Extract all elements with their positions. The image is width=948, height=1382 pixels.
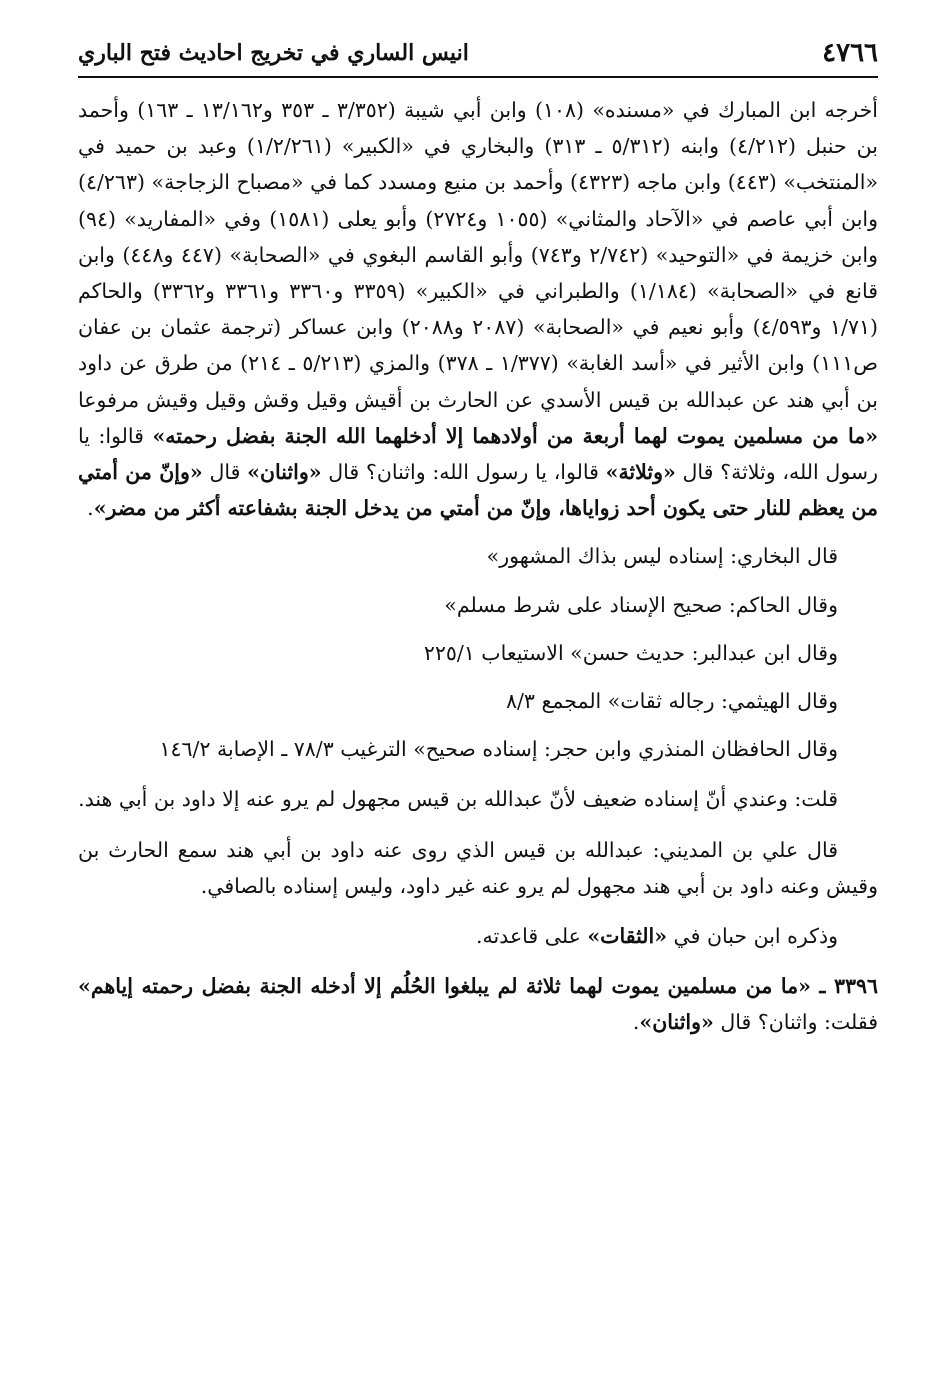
sentence-end: . — [632, 1010, 640, 1035]
book-title: «الثقات» — [587, 924, 668, 949]
running-title: انيس الساري في تخريج احاديث فتح الباري — [78, 40, 469, 66]
narration-text: قالوا، يا رسول الله: واثنان؟ قال — [321, 460, 606, 485]
narration-text: قال — [202, 460, 248, 485]
opinion-haythami: وقال الهيثمي: رجاله ثقات» المجمع ٨/٣ — [506, 689, 838, 714]
takhrij-text: أخرجه ابن المبارك في «مسنده» (١٠٨) وابن أبي شيبة (٣/٣٥٢ ـ ٣٥٣ و١٣/١٦٢ ـ ١٦٣) وأحمد بن حنبل (٤/٢١٢) وابنه (٥/٣١٢ ـ ٣١٣) والبخاري في «الكبير» (١/٢/٢٦١) وعبد بن حميد في «المنتخب» (٤٤٣) وابن ماجه (٤٣٢٣) وأحمد بن منيع ومسدد كما في «مصباح الزجاجة» (٤/٢٦٣) وابن أبي عاصم في «الآحاد والمثاني» (١٠٥٥ و٢٧٢٤) وأبو يعلى (١٥٨١) وفي «المفاريد» (٩٤) وابن خزيمة في «التوحيد» (٢/٧٤٢ و٧٤٣) وأبو القاسم البغوي في «الصحابة» (٤٤٧ و٤٤٨) وابن قانع في «الصحابة» (١/١٨٤) والطبراني في «الكبير» (٣٣٥٩ و٣٣٦٠ و٣٣٦١ و٣٣٦٢) والحاكم (١/٧١ و٤/٥٩٣) وأبو نعيم في «الصحابة» (٢٠٨٧ و٢٠٨٨) وابن عساكر (ترجمة عثمان بن عفان ص١١١) وابن الأثير في «أسد الغابة» (١/٣٧٧ ـ ٣٧٨) والمزي (٥/٢١٣ ـ ٢١٤) من طرق عن داود بن أبي هند عن عبدالله بن قيس الأسدي عن الحارث بن أقيش وقيل وقش وقيل وقيش مرفوعا — [78, 98, 879, 412]
ibn-hibban-text-end: على قاعدته. — [475, 924, 588, 949]
narration-text: قالوا: يا رسول الله، وثلاثة؟ قال — [78, 423, 878, 485]
ibn-hibban-note — [78, 918, 878, 954]
opinion-ibn-abdilbarr: وقال ابن عبدالبر: حديث حسن» الاستيعاب ٢٢٥/١ — [423, 640, 838, 665]
hadith-text: «ما من مسلمين يموت لهما أربعة من أولادهما إلا أدخلهما الله الجنة بفضل رحمته» — [152, 423, 879, 448]
ibn-hibban-text: وذكره ابن حبان في — [667, 924, 838, 949]
page-body — [78, 92, 878, 1041]
ibn-madini-quote: قال علي بن المديني: عبدالله بن قيس الذي روى عنه داود بن أبي هند سمع الحارث بن وقيش وعنه داود بن أبي هند مجهول لم يرو عنه غير داود، وليس إسناده بالصافي. — [78, 837, 878, 898]
takhrij-paragraph — [78, 92, 878, 526]
hadith-3396-text: ٣٣٩٦ ـ «ما من مسلمين يموت لهما ثلاثة لم يبلغوا الحُلُم إلا أدخله الجنة بفضل رحمته إياهم» — [78, 974, 878, 999]
hadith-text: «وثلاثة» — [605, 460, 676, 485]
hadith-text: «واثنان» — [639, 1010, 714, 1035]
hadith-3396 — [78, 968, 878, 1040]
opinion-mundhiri-ibn-hajar: وقال الحافظان المنذري وابن حجر: إسناده صحيح» الترغيب ٧٨/٣ ـ الإصابة ١٤٦/٢ — [159, 737, 838, 762]
hadith-text: «وإنّ من أمتي من يعظم للنار حتى يكون أحد زواياها، وإنّ من أمتي من يدخل الجنة بشفاعته أكثر من مضر» — [78, 460, 878, 521]
page-header — [78, 36, 878, 76]
opinion-bukhari: قال البخاري: إسناده ليس بذاك المشهور» — [486, 544, 838, 569]
hadith-text: «واثنان» — [247, 460, 322, 485]
narration-text: فقلت: واثنان؟ قال — [713, 1010, 878, 1035]
sentence-end: . — [87, 496, 94, 521]
page-number: ٤٧٦٦ — [822, 38, 878, 68]
header-rule — [78, 76, 878, 78]
author-note: قلت: وعندي أنّ إسناده ضعيف لأنّ عبدالله بن قيس مجهول لم يرو عنه إلا داود بن أبي هند. — [78, 787, 838, 812]
opinion-hakim: وقال الحاكم: صحيح الإسناد على شرط مسلم» — [444, 592, 838, 617]
